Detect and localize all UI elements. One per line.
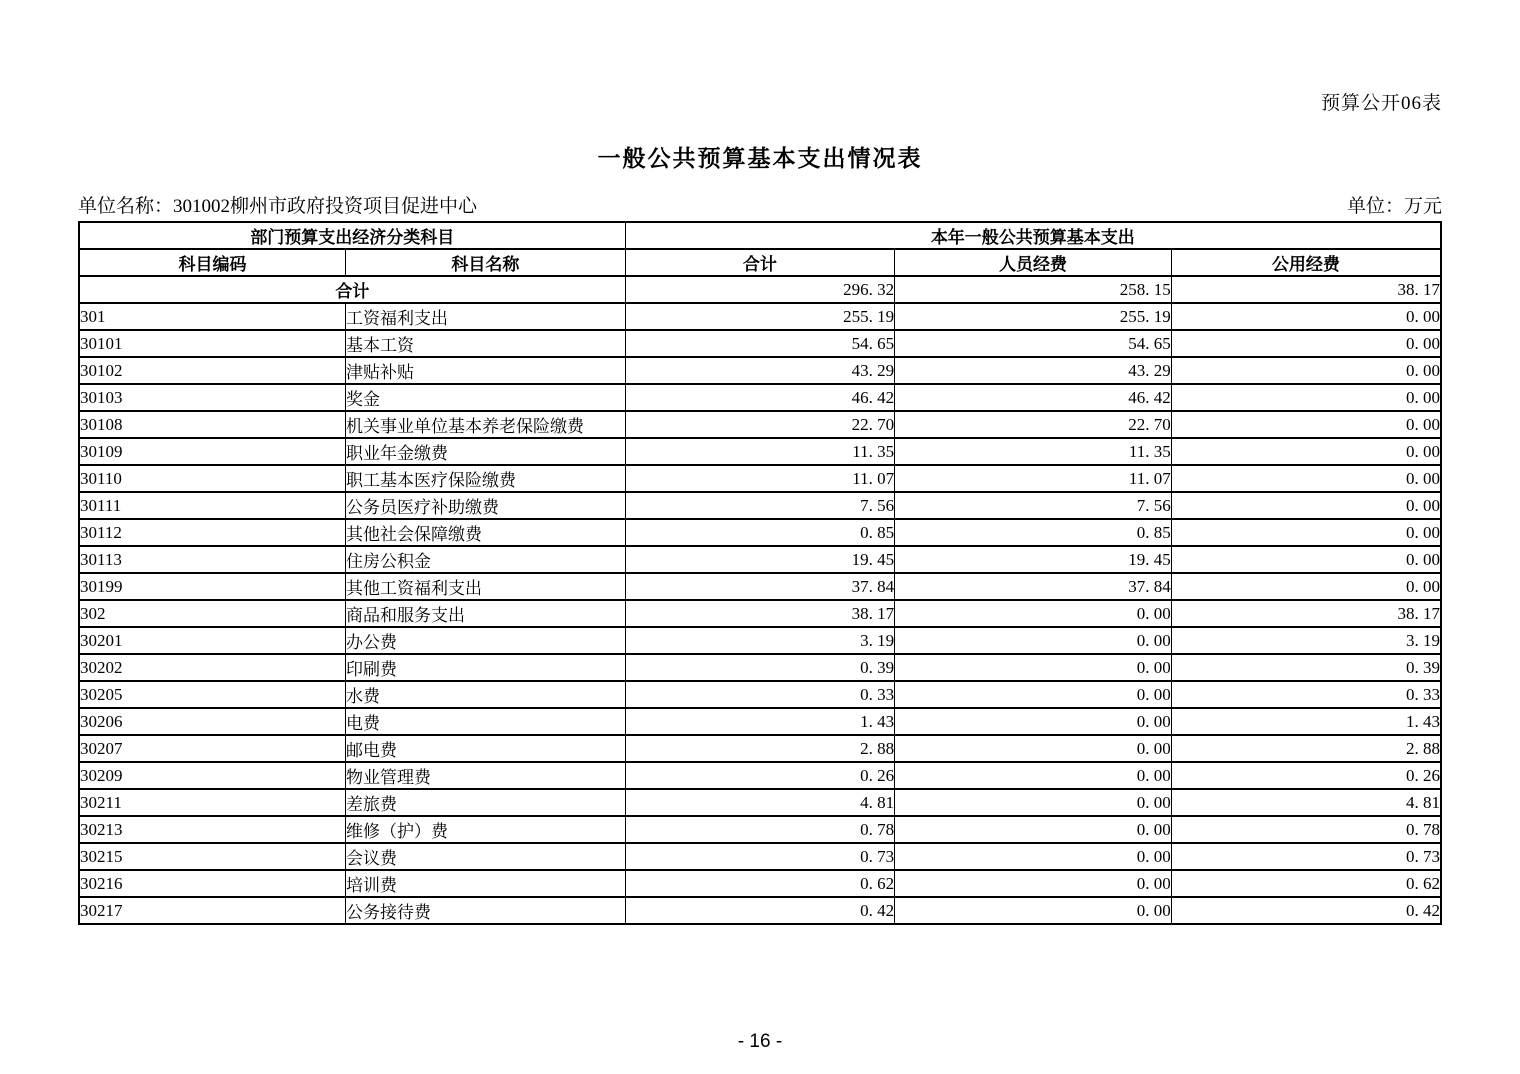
table-row (79, 438, 1441, 465)
cell-public: 0. 73 (1171, 843, 1441, 870)
cell-subject-name: 商品和服务支出 (346, 600, 626, 627)
unit-label: 单位：万元 (1346, 196, 1442, 217)
cell-subject-code: 30109 (79, 438, 346, 465)
cell-subject-name: 印刷费 (346, 654, 626, 681)
cell-personnel: 0. 00 (895, 762, 1172, 789)
cell-total: 19. 45 (625, 546, 895, 573)
cell-subject-code: 30213 (79, 816, 346, 843)
cell-subject-code: 30102 (79, 357, 346, 384)
cell-subject-name: 差旅费 (346, 789, 626, 816)
table-row (79, 573, 1441, 600)
cell-total: 22. 70 (625, 411, 895, 438)
cell-subject-name: 培训费 (346, 870, 626, 897)
cell-subject-name: 物业管理费 (346, 762, 626, 789)
table-row (79, 411, 1441, 438)
cell-personnel: 0. 00 (895, 708, 1172, 735)
cell-personnel: 0. 00 (895, 816, 1172, 843)
cell-personnel: 0. 00 (895, 870, 1172, 897)
cell-total: 4. 81 (625, 789, 895, 816)
cell-subject-code: 30112 (79, 519, 346, 546)
cell-subject-name: 工资福利支出 (346, 303, 626, 330)
cell-subject-code: 302 (79, 600, 346, 627)
table-row (79, 897, 1441, 924)
cell-public: 0. 00 (1171, 411, 1441, 438)
cell-personnel: 37. 84 (895, 573, 1172, 600)
table-row (79, 330, 1441, 357)
cell-subject-code: 30103 (79, 384, 346, 411)
column-header-personnel: 人员经费 (895, 249, 1172, 276)
cell-total: 46. 42 (625, 384, 895, 411)
cell-total: 54. 65 (625, 330, 895, 357)
cell-personnel: 0. 00 (895, 897, 1172, 924)
cell-public: 0. 78 (1171, 816, 1441, 843)
cell-subject-code: 30201 (79, 627, 346, 654)
cell-total: 37. 84 (625, 573, 895, 600)
cell-subject-name: 机关事业单位基本养老保险缴费 (346, 411, 626, 438)
table-row (79, 519, 1441, 546)
cell-personnel: 54. 65 (895, 330, 1172, 357)
header-group-row (79, 222, 1441, 249)
cell-subject-code: 30111 (79, 492, 346, 519)
cell-personnel: 7. 56 (895, 492, 1172, 519)
cell-total: 0. 39 (625, 654, 895, 681)
cell-public: 0. 62 (1171, 870, 1441, 897)
cell-subject-code: 30110 (79, 465, 346, 492)
cell-subject-name: 其他工资福利支出 (346, 573, 626, 600)
cell-subject-name: 职业年金缴费 (346, 438, 626, 465)
table-row (79, 735, 1441, 762)
cell-subject-code: 30216 (79, 870, 346, 897)
cell-personnel: 43. 29 (895, 357, 1172, 384)
cell-total: 43. 29 (625, 357, 895, 384)
cell-personnel: 0. 85 (895, 519, 1172, 546)
cell-public: 0. 00 (1171, 357, 1441, 384)
cell-personnel: 11. 35 (895, 438, 1172, 465)
table-row (79, 303, 1441, 330)
cell-total: 255. 19 (625, 303, 895, 330)
cell-total: 0. 78 (625, 816, 895, 843)
unit-name: 单位名称：301002柳州市政府投资项目促进中心 (78, 196, 478, 217)
table-row (79, 762, 1441, 789)
cell-personnel: 22. 70 (895, 411, 1172, 438)
cell-subject-name: 邮电费 (346, 735, 626, 762)
cell-subject-name: 公务员医疗补助缴费 (346, 492, 626, 519)
header-group-right: 本年一般公共预算基本支出 (625, 222, 1441, 249)
cell-subject-code: 30207 (79, 735, 346, 762)
table-row (79, 600, 1441, 627)
cell-subject-name: 电费 (346, 708, 626, 735)
cell-subject-name: 津贴补贴 (346, 357, 626, 384)
summary-personnel: 258. 15 (895, 276, 1172, 303)
summary-label: 合计 (79, 276, 625, 303)
cell-personnel: 11. 07 (895, 465, 1172, 492)
cell-total: 38. 17 (625, 600, 895, 627)
cell-public: 1. 43 (1171, 708, 1441, 735)
cell-public: 4. 81 (1171, 789, 1441, 816)
cell-subject-code: 30215 (79, 843, 346, 870)
cell-public: 0. 33 (1171, 681, 1441, 708)
table-row (79, 708, 1441, 735)
cell-public: 0. 42 (1171, 897, 1441, 924)
cell-public: 0. 00 (1171, 330, 1441, 357)
page-title: 一般公共预算基本支出情况表 (597, 145, 923, 171)
cell-public: 0. 26 (1171, 762, 1441, 789)
cell-total: 2. 88 (625, 735, 895, 762)
budget-table (78, 221, 1442, 925)
table-row (79, 492, 1441, 519)
cell-public: 0. 00 (1171, 546, 1441, 573)
cell-public: 3. 19 (1171, 627, 1441, 654)
cell-subject-code: 301 (79, 303, 346, 330)
cell-personnel: 0. 00 (895, 627, 1172, 654)
cell-public: 0. 39 (1171, 654, 1441, 681)
table-header (79, 222, 1441, 276)
cell-personnel: 255. 19 (895, 303, 1172, 330)
column-header-total: 合计 (625, 249, 895, 276)
table-row (79, 843, 1441, 870)
column-header-public: 公用经费 (1171, 249, 1441, 276)
cell-subject-name: 基本工资 (346, 330, 626, 357)
cell-total: 0. 62 (625, 870, 895, 897)
cell-total: 0. 26 (625, 762, 895, 789)
cell-total: 3. 19 (625, 627, 895, 654)
header-group-left: 部门预算支出经济分类科目 (79, 222, 625, 249)
cell-personnel: 0. 00 (895, 600, 1172, 627)
cell-subject-name: 维修（护）费 (346, 816, 626, 843)
budget-table-body (79, 276, 1441, 924)
cell-subject-name: 会议费 (346, 843, 626, 870)
cell-total: 7. 56 (625, 492, 895, 519)
cell-total: 0. 73 (625, 843, 895, 870)
table-row (79, 789, 1441, 816)
column-header-name: 科目名称 (346, 249, 626, 276)
header-column-row (79, 249, 1441, 276)
table-row (79, 465, 1441, 492)
table-row (79, 546, 1441, 573)
cell-public: 0. 00 (1171, 573, 1441, 600)
cell-subject-code: 30199 (79, 573, 346, 600)
cell-personnel: 0. 00 (895, 735, 1172, 762)
cell-subject-code: 30101 (79, 330, 346, 357)
cell-public: 0. 00 (1171, 438, 1441, 465)
cell-subject-code: 30209 (79, 762, 346, 789)
cell-subject-code: 30206 (79, 708, 346, 735)
table-row (79, 384, 1441, 411)
cell-personnel: 0. 00 (895, 843, 1172, 870)
cell-personnel: 19. 45 (895, 546, 1172, 573)
cell-subject-code: 30205 (79, 681, 346, 708)
cell-public: 0. 00 (1171, 303, 1441, 330)
table-row (79, 681, 1441, 708)
cell-total: 11. 35 (625, 438, 895, 465)
cell-personnel: 46. 42 (895, 384, 1172, 411)
cell-subject-name: 住房公积金 (346, 546, 626, 573)
cell-subject-code: 30202 (79, 654, 346, 681)
cell-subject-name: 公务接待费 (346, 897, 626, 924)
cell-subject-code: 30217 (79, 897, 346, 924)
cell-subject-code: 30113 (79, 546, 346, 573)
cell-subject-name: 其他社会保障缴费 (346, 519, 626, 546)
cell-public: 0. 00 (1171, 465, 1441, 492)
table-row (79, 654, 1441, 681)
cell-subject-name: 办公费 (346, 627, 626, 654)
table-row (79, 357, 1441, 384)
cell-public: 2. 88 (1171, 735, 1441, 762)
meta-line (78, 191, 1442, 218)
summary-row (79, 276, 1441, 303)
table-row (79, 870, 1441, 897)
cell-public: 0. 00 (1171, 519, 1441, 546)
cell-public: 0. 00 (1171, 384, 1441, 411)
cell-subject-code: 30211 (79, 789, 346, 816)
cell-subject-name: 水费 (346, 681, 626, 708)
table-row (79, 627, 1441, 654)
cell-subject-name: 奖金 (346, 384, 626, 411)
corner-note: 预算公开06表 (1320, 93, 1442, 114)
cell-subject-name: 职工基本医疗保险缴费 (346, 465, 626, 492)
cell-public: 0. 00 (1171, 492, 1441, 519)
cell-public: 38. 17 (1171, 600, 1441, 627)
cell-personnel: 0. 00 (895, 789, 1172, 816)
cell-total: 11. 07 (625, 465, 895, 492)
cell-total: 0. 33 (625, 681, 895, 708)
page-number: - 16 - (737, 1031, 783, 1052)
cell-subject-code: 30108 (79, 411, 346, 438)
cell-total: 1. 43 (625, 708, 895, 735)
summary-public: 38. 17 (1171, 276, 1441, 303)
cell-total: 0. 85 (625, 519, 895, 546)
column-header-code: 科目编码 (79, 249, 346, 276)
cell-total: 0. 42 (625, 897, 895, 924)
cell-personnel: 0. 00 (895, 654, 1172, 681)
table-row (79, 816, 1441, 843)
cell-personnel: 0. 00 (895, 681, 1172, 708)
summary-total: 296. 32 (625, 276, 895, 303)
